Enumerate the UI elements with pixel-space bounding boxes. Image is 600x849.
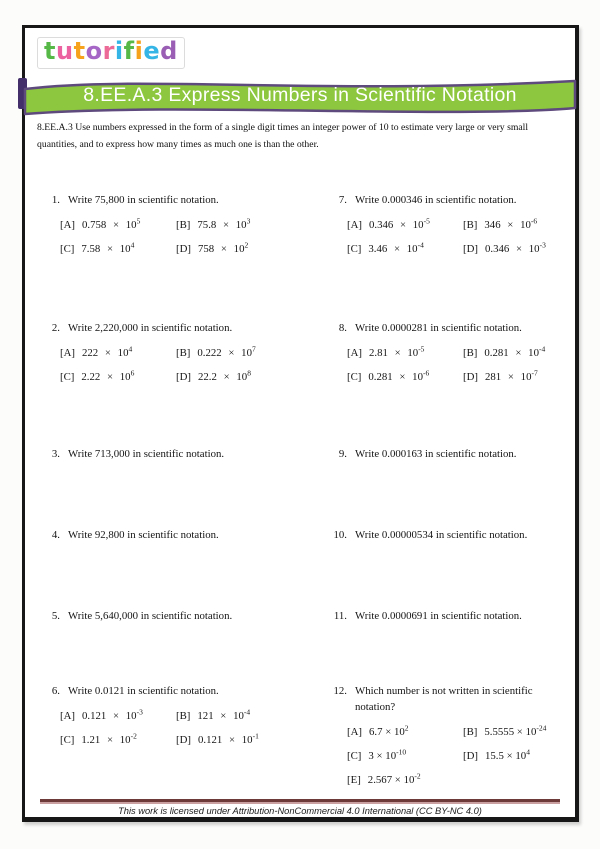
option-label: [C] — [60, 734, 75, 747]
title-banner — [22, 71, 578, 121]
option-label: [C] — [347, 371, 362, 384]
license-text: This work is licensed under Attribution-NonCommercial 4.0 International (CC BY-NC 4.0) — [118, 806, 482, 816]
question-number: 10. — [333, 529, 347, 541]
exponent: 6 — [130, 368, 135, 378]
option-value: $2.22 \times 10^6$ — [81, 368, 135, 384]
question — [327, 527, 569, 543]
answer-option — [176, 216, 327, 232]
exponent: -24 — [536, 723, 547, 733]
option-label: [A] — [347, 347, 362, 360]
question-number: 6. — [51, 685, 60, 697]
option-label: [D] — [176, 371, 191, 384]
question-text: Write 92,800 in scientific notation. — [68, 529, 219, 541]
question-cell-right — [327, 320, 569, 384]
answer-options — [347, 344, 569, 384]
option-label: [C] — [347, 243, 362, 256]
exponent: -2 — [414, 771, 421, 781]
option-value: $0.346 \times 10^{-3}$ — [485, 240, 546, 256]
answer-option — [176, 368, 327, 384]
option-value: $222 \times 10^4$ — [82, 344, 133, 360]
logo-letter: t — [73, 37, 86, 65]
question-number: 5. — [51, 610, 60, 622]
option-label: [D] — [463, 243, 478, 256]
answer-option — [60, 344, 176, 360]
question-number: 8. — [338, 322, 347, 334]
question — [327, 608, 569, 624]
exponent: 4 — [526, 747, 530, 757]
question-number: 2. — [51, 322, 60, 334]
option-label: [D] — [176, 243, 191, 256]
question — [40, 320, 327, 384]
option-label: [E] — [347, 774, 361, 787]
question-number: 12. — [333, 685, 347, 697]
option-label: [B] — [176, 347, 191, 360]
question-text: Write 2,220,000 in scientific notation. — [68, 322, 233, 334]
exponent: -1 — [252, 731, 259, 741]
exponent: -6 — [530, 216, 538, 226]
option-label: [C] — [60, 243, 75, 256]
worksheet-page — [22, 25, 579, 822]
question — [327, 320, 569, 384]
answer-option — [463, 368, 569, 384]
logo-letter: r — [102, 37, 115, 65]
answer-options — [60, 707, 327, 747]
page-title: 8.EE.A.3 Express Numbers in Scientific Notation — [83, 84, 517, 106]
question-number: 3. — [51, 448, 60, 460]
question — [327, 446, 569, 462]
logo-letter: f — [123, 37, 135, 65]
question — [327, 683, 569, 787]
footer-rule — [40, 799, 560, 804]
logo-letter: e — [143, 37, 161, 65]
question-cell-right — [327, 527, 569, 543]
question — [40, 527, 327, 543]
standard-description: 8.EE.A.3 Use numbers expressed in the form of a single digit times an integer power of 10 to estimate very large or very small quantities, and to express how many times as much one is than the other. — [37, 122, 529, 150]
option-value: $0.758 \times 10^5$ — [82, 216, 141, 232]
answer-option — [60, 216, 176, 232]
exponent: 7 — [251, 344, 256, 354]
question-cell-left — [40, 192, 327, 256]
exponent: -5 — [423, 216, 430, 226]
option-label: [B] — [176, 710, 191, 723]
option-label: [A] — [60, 219, 75, 232]
option-value: $5.5555 \times 10^{-24}$ — [484, 723, 547, 739]
logo-letter: i — [134, 37, 144, 65]
question-row — [40, 320, 569, 384]
exponent: -5 — [418, 344, 425, 354]
answer-options — [347, 216, 569, 256]
option-value: $758 \times 10^2$ — [198, 240, 249, 256]
option-label: [A] — [60, 347, 75, 360]
exponent: 8 — [247, 368, 251, 378]
option-label: [D] — [176, 734, 191, 747]
option-value: $281 \times 10^{-7}$ — [485, 368, 538, 384]
question-number: 1. — [51, 194, 60, 206]
answer-option — [60, 707, 176, 723]
logo-letter: o — [85, 37, 103, 65]
option-label: [B] — [176, 219, 191, 232]
answer-option — [347, 747, 463, 763]
exponent: 5 — [136, 216, 141, 226]
exponent: 4 — [130, 240, 135, 250]
question-cell-left — [40, 683, 327, 747]
answer-options — [60, 216, 327, 256]
question-number: 4. — [51, 529, 60, 541]
question-number: 7. — [338, 194, 347, 206]
option-value: $7.58 \times 10^4$ — [81, 240, 135, 256]
answer-option — [347, 723, 463, 739]
option-value: $0.121 \times 10^{-3}$ — [82, 707, 143, 723]
question-head — [327, 608, 569, 624]
question-cell-left — [40, 320, 327, 384]
option-value: $0.281 \times 10^{-4}$ — [484, 344, 546, 360]
question-text: Write 75,800 in scientific notation. — [68, 194, 219, 206]
question-number: 11. — [333, 610, 347, 622]
answer-options — [347, 723, 569, 787]
answer-option — [463, 344, 569, 360]
exponent: -4 — [417, 240, 424, 250]
answer-option — [347, 771, 463, 787]
question-row — [40, 446, 569, 462]
option-value: $0.281 \times 10^{-6}$ — [368, 368, 430, 384]
question-text: Which number is not written in scientific notation? — [355, 685, 533, 714]
question-text: Write 0.0000281 in scientific notation. — [355, 322, 522, 334]
question-text: Write 5,640,000 in scientific notation. — [68, 610, 233, 622]
question-head — [327, 683, 569, 715]
question-row — [40, 192, 569, 256]
option-value: $0.222 \times 10^7$ — [197, 344, 256, 360]
question-head — [40, 320, 327, 336]
option-label: [C] — [60, 371, 75, 384]
question-text: Write 713,000 in scientific notation. — [68, 448, 225, 460]
question-head — [40, 608, 327, 624]
question-head — [40, 446, 327, 462]
question — [327, 192, 569, 256]
option-label: [A] — [347, 726, 362, 739]
option-label: [B] — [463, 219, 478, 232]
answer-option — [60, 731, 176, 747]
option-label: [D] — [463, 750, 478, 763]
question-head — [327, 446, 569, 462]
question-cell-right — [327, 608, 569, 624]
answer-option — [60, 368, 176, 384]
question-text: Write 0.00000534 in scientific notation. — [355, 529, 528, 541]
answer-options — [60, 344, 327, 384]
question-head — [327, 192, 569, 208]
exponent: -4 — [243, 707, 251, 717]
question-text: Write 0.0121 in scientific notation. — [68, 685, 219, 697]
question — [40, 446, 327, 462]
answer-option — [463, 747, 569, 763]
option-value: $2.81 \times 10^{-5}$ — [369, 344, 425, 360]
answer-option — [463, 240, 569, 256]
option-label: [C] — [347, 750, 362, 763]
logo-letter: t — [44, 37, 56, 65]
question-cell-left — [40, 608, 327, 624]
logo-letter: i — [114, 37, 124, 65]
exponent: 4 — [128, 344, 133, 354]
question-text: Write 0.000346 in scientific notation. — [355, 194, 517, 206]
question-head — [327, 320, 569, 336]
option-value: $346 \times 10^{-6}$ — [484, 216, 538, 232]
answer-option — [176, 707, 327, 723]
answer-option — [176, 344, 327, 360]
option-label: [B] — [463, 726, 478, 739]
exponent: 2 — [404, 723, 409, 733]
answer-option — [176, 731, 327, 747]
option-value: $6.7 \times 10^2$ — [369, 723, 409, 739]
answer-option — [347, 216, 463, 232]
option-value: $121 \times 10^{-4}$ — [197, 707, 251, 723]
answer-option — [176, 240, 327, 256]
exponent: -10 — [396, 747, 407, 757]
option-value: $0.346 \times 10^{-5}$ — [369, 216, 430, 232]
answer-option — [463, 723, 569, 739]
option-label: [A] — [60, 710, 75, 723]
option-value: $22.2 \times 10^8$ — [198, 368, 251, 384]
question — [40, 192, 327, 256]
question-cell-left — [40, 527, 327, 543]
tutorified-logo — [37, 37, 185, 69]
logo-letter: d — [160, 37, 178, 65]
question-cell-right — [327, 683, 569, 787]
exponent: 2 — [244, 240, 249, 250]
question-cell-right — [327, 446, 569, 462]
exponent: -7 — [531, 368, 538, 378]
question-cell-right — [327, 192, 569, 256]
exponent: -3 — [136, 707, 143, 717]
option-value: $2.567 \times 10^{-2}$ — [367, 771, 421, 787]
question-head — [327, 527, 569, 543]
exponent: -6 — [422, 368, 430, 378]
option-label: [D] — [463, 371, 478, 384]
answer-option — [463, 216, 569, 232]
question-head — [40, 192, 327, 208]
option-label: [A] — [347, 219, 362, 232]
answer-option — [60, 240, 176, 256]
option-value: $15.5 \times 10^4$ — [485, 747, 530, 763]
question-cell-left — [40, 446, 327, 462]
question-head — [40, 683, 327, 699]
question-text: Write 0.000163 in scientific notation. — [355, 448, 517, 460]
question-number: 9. — [338, 448, 347, 460]
option-value: $75.8 \times 10^3$ — [197, 216, 251, 232]
option-value: $3.46 \times 10^{-4}$ — [368, 240, 424, 256]
option-value: $1.21 \times 10^{-2}$ — [81, 731, 137, 747]
question — [40, 683, 327, 747]
option-value: $3 \times 10^{-10}$ — [368, 747, 407, 763]
question-row — [40, 683, 569, 787]
answer-option — [347, 368, 463, 384]
answer-option — [347, 344, 463, 360]
question-row — [40, 527, 569, 543]
question-head — [40, 527, 327, 543]
question-text: Write 0.0000691 in scientific notation. — [355, 610, 522, 622]
exponent: 3 — [246, 216, 251, 226]
logo-letter: u — [55, 37, 74, 65]
option-value: $0.121 \times 10^{-1}$ — [198, 731, 259, 747]
option-label: [B] — [463, 347, 478, 360]
question — [40, 608, 327, 624]
exponent: -3 — [539, 240, 546, 250]
exponent: -2 — [130, 731, 137, 741]
question-row — [40, 608, 569, 624]
answer-option — [347, 240, 463, 256]
exponent: -4 — [538, 344, 546, 354]
